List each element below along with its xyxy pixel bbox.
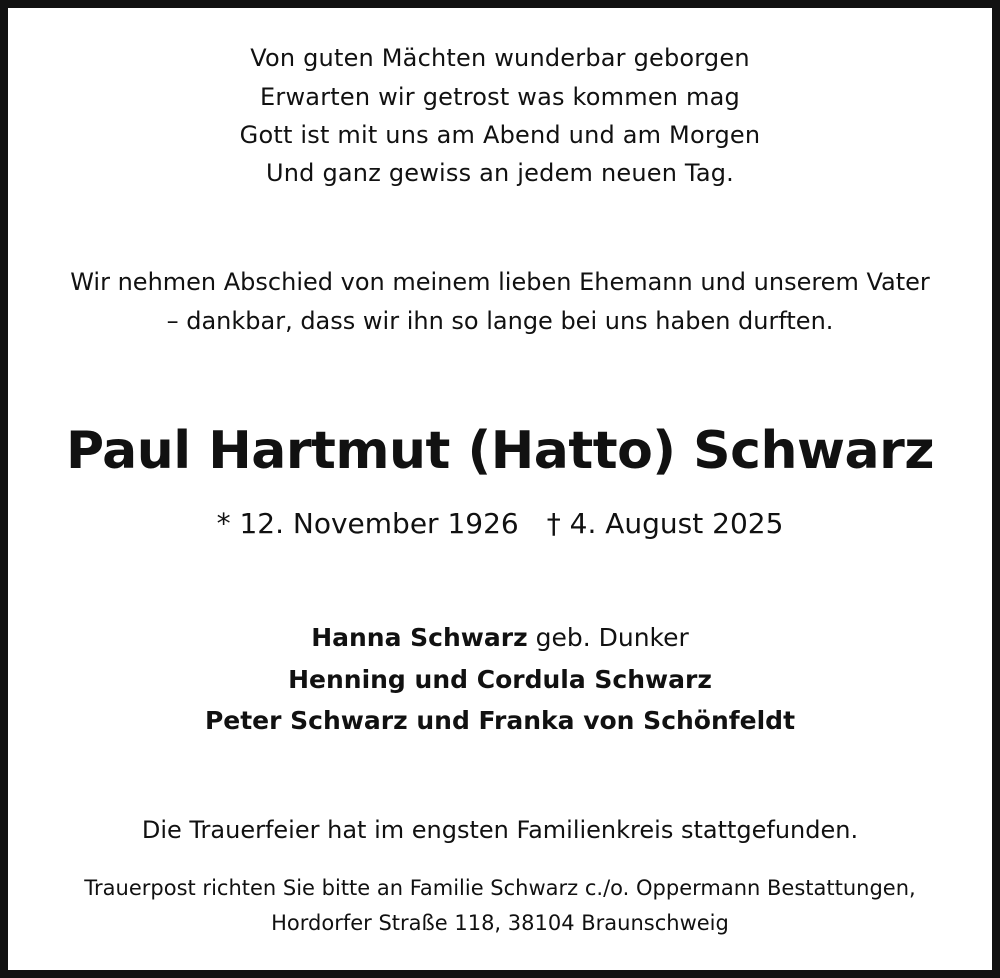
- poem-line-3: Gott ist mit uns am Abend und am Morgen: [239, 121, 761, 149]
- intro-line-1: Wir nehmen Abschied von meinem lieben Ehemann und unserem Vater: [70, 268, 930, 296]
- deceased-name: Paul Hartmut (Hatto) Schwarz: [65, 421, 935, 481]
- poem-line-4: Und ganz gewiss an jedem neuen Tag.: [266, 159, 734, 187]
- mourner-line-1: [0, 623, 1000, 652]
- poem-line-2: Erwarten wir getrost was kommen mag: [260, 83, 740, 111]
- post-line-2: Hordorfer Straße 118, 38104 Braunschweig: [271, 911, 729, 935]
- post-line-1: Trauerpost richten Sie bitte an Familie Schwarz c./o. Oppermann Bestattungen,: [84, 876, 916, 900]
- life-dates: [0, 507, 1000, 540]
- birth-date: * 12. November 1926: [216, 507, 519, 540]
- mourner-maiden-name: geb. Dunker: [527, 623, 689, 652]
- intro-line-2: – dankbar, dass wir ihn so lange bei uns haben durften.: [166, 307, 834, 335]
- mourner-line-3: Peter Schwarz und Franka von Schönfeldt: [204, 706, 796, 735]
- mourner-line-2: Henning und Cordula Schwarz: [288, 665, 712, 694]
- mourner-name: Hanna Schwarz: [311, 623, 528, 652]
- ceremony-note: Die Trauerfeier hat im engsten Familienkreis stattgefunden.: [141, 816, 859, 844]
- death-date: † 4. August 2025: [546, 507, 784, 540]
- poem-line-1: Von guten Mächten wunderbar geborgen: [250, 44, 750, 72]
